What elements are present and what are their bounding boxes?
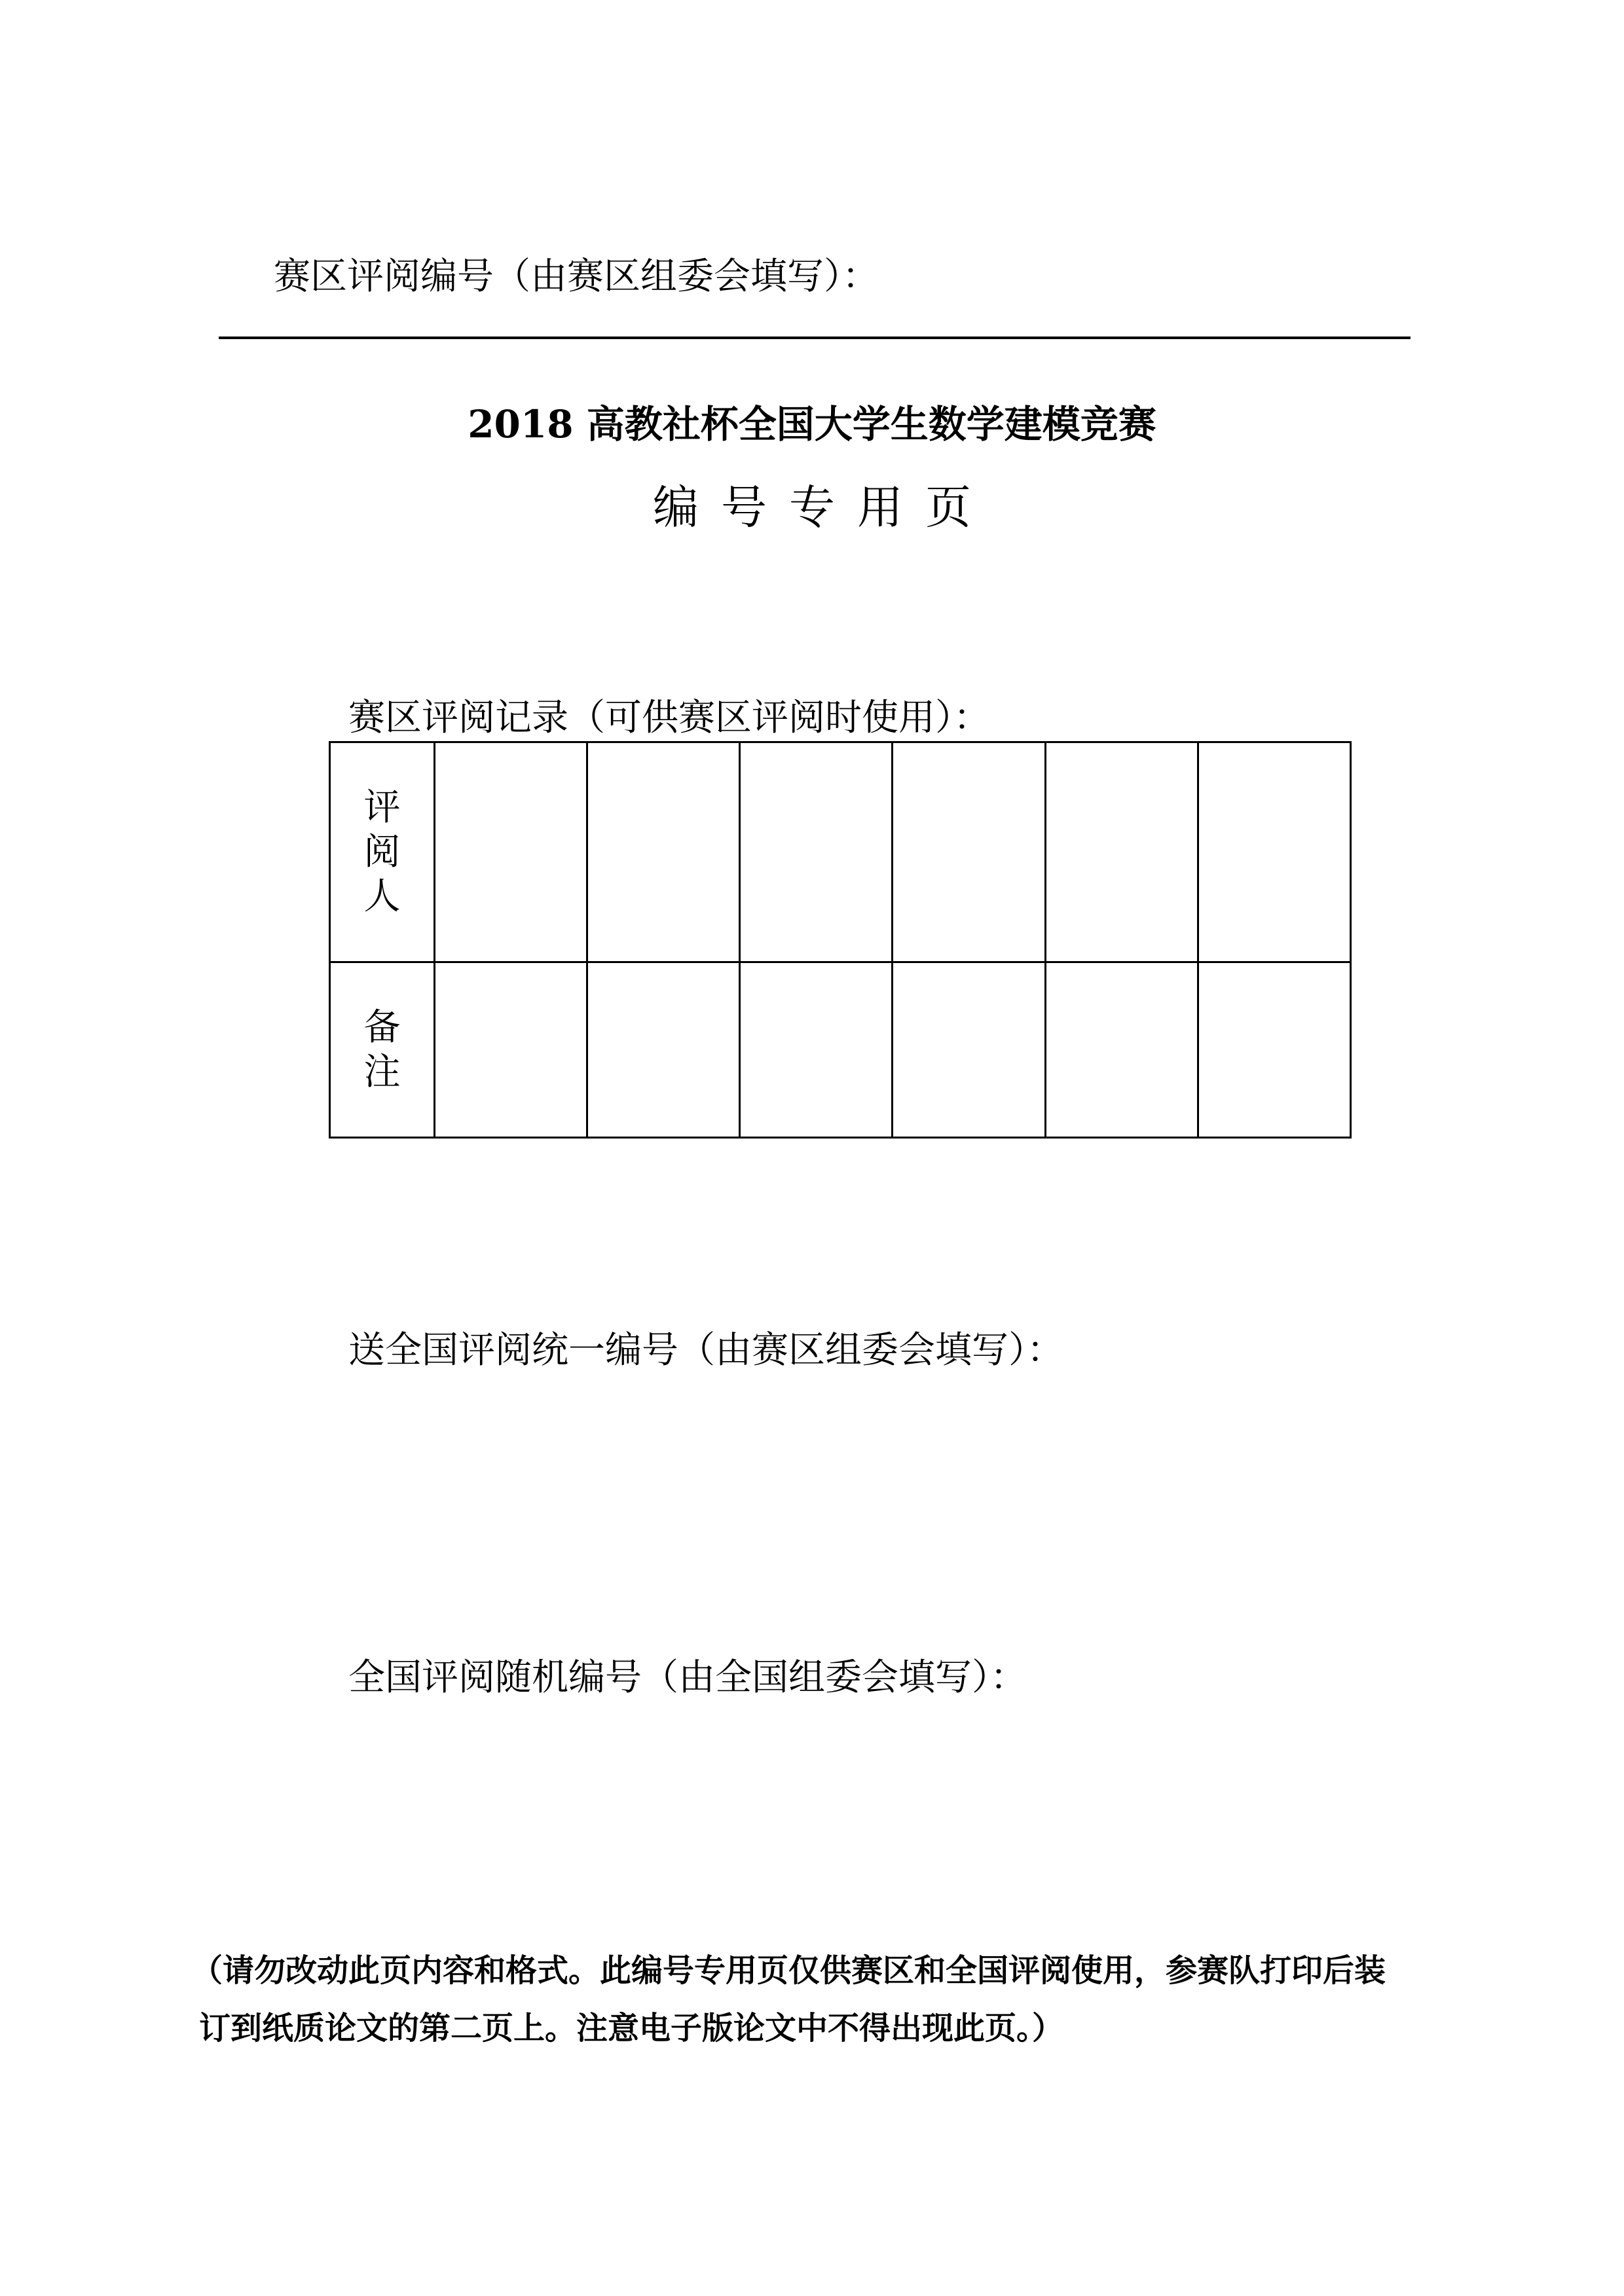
competition-title: 2018 高教社杯全国大学生数学建模竞赛	[468, 402, 1156, 446]
horizontal-rule	[219, 337, 1411, 339]
region-review-number-label: 赛区评阅编号（由赛区组委会填写）：	[274, 255, 879, 298]
reviewer-header-cell	[330, 742, 435, 962]
notice-text	[191, 1942, 1462, 2057]
reviewer-cell-3	[740, 742, 893, 962]
national-random-number-label: 全国评阅随机编号（由全国组委会填写）：	[348, 1656, 1027, 1699]
notice-line-2: 订到纸质论文的第二页上。注意电子版论文中不得出现此页。）	[199, 2010, 1064, 2047]
reviewer-cell-2	[587, 742, 740, 962]
reviewer-cell-4	[893, 742, 1045, 962]
reviewer-cell-1	[435, 742, 587, 962]
review-record-table	[329, 741, 1352, 1139]
page-heading: 编号专用页	[653, 481, 993, 534]
notes-cell-2	[587, 962, 740, 1138]
notes-cell-4	[893, 962, 1045, 1138]
national-unified-number-label: 送全国评阅统一编号（由赛区组委会填写）：	[348, 1329, 1063, 1372]
reviewer-cell-5	[1045, 742, 1198, 962]
notes-header-label: 备注	[363, 1006, 401, 1093]
notes-cell-5	[1045, 962, 1198, 1138]
reviewer-row	[330, 742, 1351, 962]
notes-cell-3	[740, 962, 893, 1138]
notice-line-1: （请勿改动此页内容和格式。此编号专用页仅供赛区和全国评阅使用，参赛队打印后装	[191, 1952, 1386, 1989]
notes-header-cell	[330, 962, 435, 1138]
notes-cell-6	[1198, 962, 1350, 1138]
reviewer-header-label: 评阅人	[363, 786, 401, 918]
reviewer-cell-6	[1198, 742, 1350, 962]
notes-row	[330, 962, 1351, 1138]
review-record-label: 赛区评阅记录（可供赛区评阅时使用）：	[348, 697, 990, 739]
notes-cell-1	[435, 962, 587, 1138]
